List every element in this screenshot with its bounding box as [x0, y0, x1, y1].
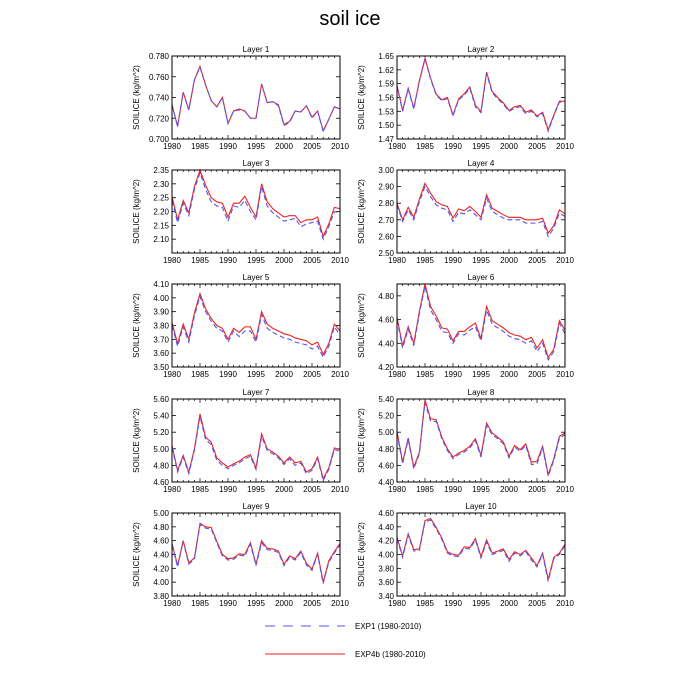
series-line-exp1 [172, 296, 340, 357]
y-tick-label: 3.90 [153, 307, 169, 317]
x-tick-label: 1980 [163, 599, 181, 608]
panel-title: Layer 2 [467, 45, 495, 54]
layer-panel-1 [132, 45, 349, 151]
series-line-exp1 [172, 525, 340, 584]
x-tick-label: 2005 [303, 599, 321, 608]
y-axis-label: SOILICE (kg/m^2) [357, 65, 366, 130]
y-tick-label: 2.80 [378, 199, 394, 209]
x-tick-label: 1995 [472, 599, 490, 608]
y-tick-label: 0.760 [148, 72, 169, 82]
y-tick-label: 0.720 [148, 114, 169, 124]
x-tick-label: 2000 [500, 485, 518, 494]
y-tick-label: 4.60 [378, 461, 394, 471]
layer-panel-5 [132, 273, 349, 379]
x-tick-label: 1985 [191, 142, 209, 151]
y-tick-label: 2.50 [378, 249, 394, 258]
y-tick-label: 3.80 [153, 321, 169, 331]
panel-title: Layer 4 [467, 159, 495, 168]
y-tick-label: 2.30 [153, 179, 169, 189]
plot-frame [172, 513, 340, 596]
x-tick-label: 2010 [556, 142, 574, 151]
x-tick-label: 2010 [331, 599, 349, 608]
x-tick-label: 1990 [444, 370, 462, 379]
series-line-exp1 [397, 187, 565, 237]
x-tick-label: 1980 [388, 142, 406, 151]
y-tick-label: 5.40 [378, 395, 394, 404]
y-tick-label: 3.80 [378, 564, 394, 574]
x-tick-label: 1995 [247, 370, 265, 379]
y-tick-label: 4.40 [378, 478, 394, 487]
y-axis-label: SOILICE (kg/m^2) [132, 408, 141, 473]
y-axis-label: SOILICE (kg/m^2) [357, 179, 366, 244]
y-tick-label: 3.40 [378, 592, 394, 601]
x-tick-label: 2010 [331, 256, 349, 265]
x-tick-label: 2000 [275, 142, 293, 151]
y-tick-label: 0.780 [148, 52, 169, 61]
y-axis-label: SOILICE (kg/m^2) [357, 293, 366, 358]
x-tick-label: 2005 [303, 370, 321, 379]
series-line-exp4b [397, 183, 565, 233]
layer-panel-9 [132, 502, 349, 608]
y-tick-label: 4.80 [153, 522, 169, 532]
x-tick-label: 1985 [191, 256, 209, 265]
series-line-exp1 [397, 520, 565, 582]
y-tick-label: 3.00 [378, 166, 394, 175]
plot-frame [172, 56, 340, 139]
panel-title: Layer 10 [465, 502, 497, 511]
x-tick-label: 1990 [219, 599, 237, 608]
y-tick-label: 2.90 [378, 182, 394, 192]
series-line-exp1 [172, 67, 340, 131]
x-tick-label: 2005 [303, 142, 321, 151]
x-tick-label: 1990 [219, 370, 237, 379]
x-tick-label: 1990 [444, 599, 462, 608]
x-tick-label: 1985 [191, 599, 209, 608]
y-tick-label: 1.47 [378, 135, 394, 144]
x-tick-label: 1980 [163, 142, 181, 151]
x-tick-label: 1980 [163, 485, 181, 494]
x-tick-label: 2000 [500, 142, 518, 151]
y-tick-label: 5.00 [153, 444, 169, 454]
layer-panel-10 [357, 502, 574, 608]
x-tick-label: 2005 [528, 599, 546, 608]
y-tick-label: 4.00 [153, 578, 169, 588]
x-tick-label: 2000 [275, 370, 293, 379]
y-tick-label: 4.60 [378, 315, 394, 325]
y-tick-label: 5.00 [378, 428, 394, 438]
series-line-exp1 [172, 416, 340, 480]
figure-title: soil ice [319, 8, 381, 30]
x-tick-label: 2005 [303, 256, 321, 265]
y-tick-label: 1.62 [378, 65, 394, 75]
plot-frame [172, 284, 340, 367]
x-tick-label: 1995 [472, 256, 490, 265]
plot-frame [397, 513, 565, 596]
y-tick-label: 4.40 [378, 522, 394, 532]
layer-panel-4 [357, 159, 574, 265]
y-tick-label: 3.60 [153, 349, 169, 359]
panel-title: Layer 8 [467, 388, 495, 397]
layer-panel-6 [357, 273, 574, 379]
x-tick-label: 1980 [163, 370, 181, 379]
y-axis-label: SOILICE (kg/m^2) [357, 408, 366, 473]
x-tick-label: 1985 [191, 370, 209, 379]
y-tick-label: 4.10 [153, 280, 169, 289]
y-tick-label: 5.20 [378, 411, 394, 421]
x-tick-label: 2000 [500, 599, 518, 608]
layer-panel-2 [357, 45, 574, 151]
plot-frame [397, 170, 565, 253]
series-line-exp4b [172, 523, 340, 582]
x-tick-label: 2010 [556, 599, 574, 608]
y-tick-label: 4.60 [378, 509, 394, 518]
x-tick-label: 1995 [472, 485, 490, 494]
series-line-exp4b [172, 66, 340, 130]
series-line-exp4b [397, 519, 565, 580]
legend-label: EXP1 (1980-2010) [355, 622, 422, 631]
panel-title: Layer 1 [242, 45, 270, 54]
y-tick-label: 3.60 [378, 578, 394, 588]
x-tick-label: 2010 [556, 370, 574, 379]
x-tick-label: 1985 [416, 485, 434, 494]
x-tick-label: 1995 [247, 256, 265, 265]
x-tick-label: 1990 [219, 485, 237, 494]
x-tick-label: 1990 [444, 485, 462, 494]
panel-title: Layer 3 [242, 159, 270, 168]
x-tick-label: 2010 [556, 256, 574, 265]
x-tick-label: 1990 [444, 142, 462, 151]
x-tick-label: 1985 [416, 256, 434, 265]
y-tick-label: 2.60 [378, 232, 394, 242]
x-tick-label: 1980 [388, 370, 406, 379]
series-line-exp1 [397, 286, 565, 360]
panel-title: Layer 5 [242, 273, 270, 282]
x-tick-label: 1985 [416, 599, 434, 608]
y-tick-label: 4.00 [153, 293, 169, 303]
x-tick-label: 1985 [416, 142, 434, 151]
y-axis-label: SOILICE (kg/m^2) [357, 522, 366, 587]
x-tick-label: 2010 [331, 370, 349, 379]
y-tick-label: 4.20 [153, 564, 169, 574]
y-tick-label: 2.15 [153, 221, 169, 231]
series-line-exp4b [172, 294, 340, 355]
y-axis-label: SOILICE (kg/m^2) [132, 65, 141, 130]
y-tick-label: 5.40 [153, 411, 169, 421]
layer-panel-3 [132, 159, 349, 265]
x-tick-label: 1990 [219, 256, 237, 265]
x-tick-label: 2010 [556, 485, 574, 494]
x-tick-label: 1990 [444, 256, 462, 265]
layer-panel-8 [357, 388, 574, 494]
y-tick-label: 4.60 [153, 536, 169, 546]
y-tick-label: 4.80 [378, 444, 394, 454]
x-tick-label: 1995 [247, 485, 265, 494]
x-tick-label: 1995 [472, 370, 490, 379]
y-axis-label: SOILICE (kg/m^2) [132, 522, 141, 587]
y-tick-label: 4.60 [153, 478, 169, 487]
panel-title: Layer 9 [242, 502, 270, 511]
series-line-exp4b [397, 58, 565, 129]
x-tick-label: 1980 [388, 256, 406, 265]
panel-title: Layer 7 [242, 388, 270, 397]
y-tick-label: 4.00 [378, 550, 394, 560]
x-tick-label: 2000 [275, 599, 293, 608]
y-axis-label: SOILICE (kg/m^2) [132, 293, 141, 358]
y-tick-label: 0.740 [148, 93, 169, 103]
x-tick-label: 2000 [275, 256, 293, 265]
x-tick-label: 1995 [247, 142, 265, 151]
y-tick-label: 1.56 [378, 93, 394, 103]
y-tick-label: 3.70 [153, 335, 169, 345]
y-tick-label: 5.00 [153, 509, 169, 518]
y-tick-label: 2.35 [153, 166, 169, 175]
y-tick-label: 3.80 [153, 592, 169, 601]
legend [265, 622, 426, 659]
y-tick-label: 2.20 [153, 207, 169, 217]
x-tick-label: 2010 [331, 485, 349, 494]
y-tick-label: 0.700 [148, 135, 169, 144]
y-tick-label: 2.70 [378, 215, 394, 225]
x-tick-label: 1995 [472, 142, 490, 151]
x-tick-label: 1995 [247, 599, 265, 608]
y-axis-label: SOILICE (kg/m^2) [132, 179, 141, 244]
series-line-exp4b [172, 170, 340, 236]
series-line-exp1 [397, 402, 565, 476]
y-tick-label: 1.50 [378, 121, 394, 131]
y-tick-label: 1.53 [378, 107, 394, 117]
x-tick-label: 2005 [528, 485, 546, 494]
x-tick-label: 2000 [500, 370, 518, 379]
x-tick-label: 2005 [528, 256, 546, 265]
y-tick-label: 1.65 [378, 52, 394, 61]
x-tick-label: 2000 [500, 256, 518, 265]
y-tick-label: 4.40 [378, 339, 394, 349]
y-tick-label: 5.20 [153, 428, 169, 438]
series-line-exp4b [397, 400, 565, 475]
y-tick-label: 2.10 [153, 235, 169, 245]
y-tick-label: 4.40 [153, 550, 169, 560]
y-tick-label: 3.50 [153, 363, 169, 372]
x-tick-label: 2000 [275, 485, 293, 494]
x-tick-label: 2005 [528, 142, 546, 151]
layer-panel-7 [132, 388, 349, 494]
panel-title: Layer 6 [467, 273, 495, 282]
plot-frame [397, 399, 565, 482]
x-tick-label: 1990 [219, 142, 237, 151]
x-tick-label: 2005 [303, 485, 321, 494]
y-tick-label: 5.60 [153, 395, 169, 404]
x-tick-label: 2010 [331, 142, 349, 151]
y-tick-label: 4.80 [153, 461, 169, 471]
x-tick-label: 1980 [163, 256, 181, 265]
series-line-exp1 [172, 173, 340, 239]
y-tick-label: 1.59 [378, 79, 394, 89]
y-tick-label: 2.25 [153, 193, 169, 203]
x-tick-label: 2005 [528, 370, 546, 379]
y-tick-label: 4.80 [378, 291, 394, 301]
x-tick-label: 1985 [191, 485, 209, 494]
y-tick-label: 4.20 [378, 363, 394, 372]
legend-label: EXP4b (1980-2010) [355, 650, 426, 659]
x-tick-label: 1980 [388, 599, 406, 608]
y-tick-label: 4.20 [378, 536, 394, 546]
x-tick-label: 1980 [388, 485, 406, 494]
x-tick-label: 1985 [416, 370, 434, 379]
